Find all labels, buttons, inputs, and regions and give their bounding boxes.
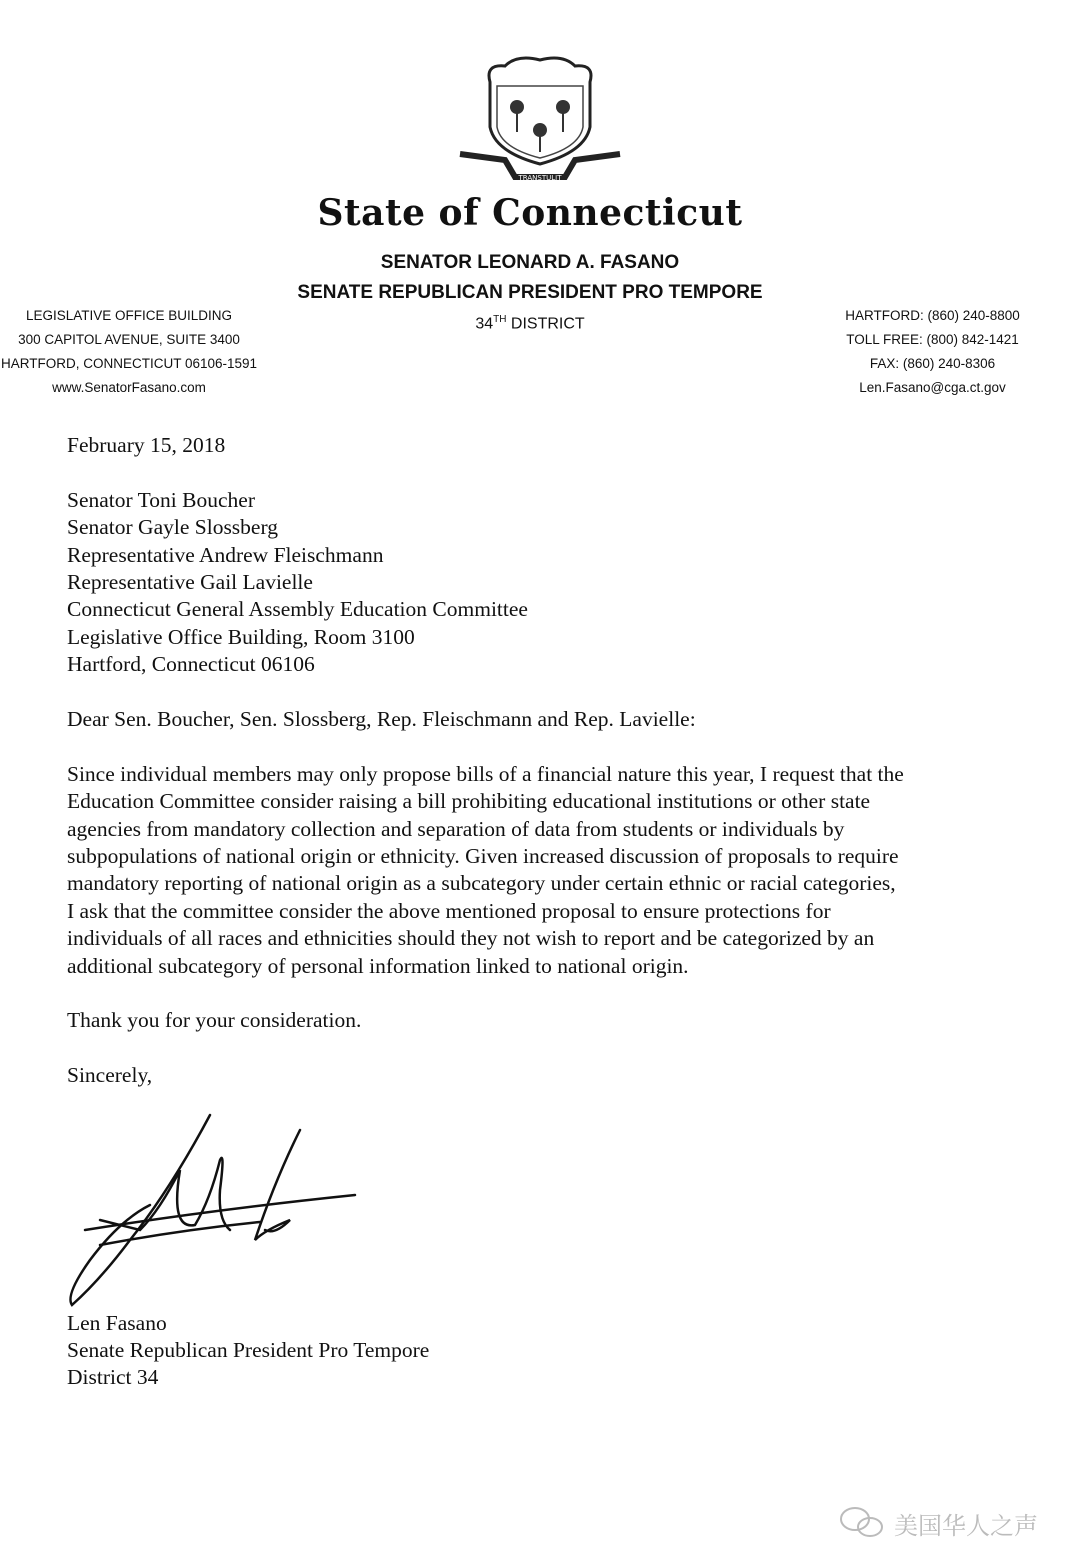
body-line: individuals of all races and ethnicities should they not wish to report and be categorized by an: [67, 926, 875, 951]
phone-toll-free: TOLL FREE: (800) 842-1421: [846, 332, 1019, 347]
district-number: 34: [475, 315, 494, 333]
recipient-line: Connecticut General Assembly Education Committee: [67, 597, 528, 622]
closing: Sincerely,: [67, 1063, 153, 1088]
handwritten-signature: [60, 1110, 370, 1315]
body-line: agencies from mandatory collection and separation of data from students or individuals by: [67, 816, 845, 841]
contact-info: [835, 304, 1030, 400]
address-line: LEGISLATIVE OFFICE BUILDING: [25, 308, 233, 323]
body-line: I ask that the committee consider the above mentioned proposal to ensure protections for: [67, 898, 831, 923]
recipient-line: Representative Gail Lavielle: [67, 570, 313, 595]
signer-title: Senate Republican President Pro Tempore: [67, 1338, 430, 1363]
website-link[interactable]: www.SenatorFasano.com: [52, 380, 206, 395]
recipient-block: [67, 487, 904, 679]
body-line: mandatory reporting of national origin as a subcategory under certain ethnic or racial categories,: [67, 871, 896, 896]
watermark-text: 美国华人之声: [894, 1511, 1038, 1540]
thanks-line: Thank you for your consideration.: [67, 1008, 362, 1033]
signer-district: District 34: [67, 1365, 159, 1390]
recipient-line: Representative Andrew Fleischmann: [67, 542, 384, 567]
wechat-icon: [838, 1505, 886, 1541]
letter-date: February 15, 2018: [67, 433, 226, 457]
body-line: Since individual members may only propose bills of a financial nature this year, I request that the: [67, 761, 904, 786]
district-word: DISTRICT: [510, 315, 585, 333]
senator-name: SENATOR LEONARD A. FASANO: [380, 252, 680, 273]
address-line: HARTFORD, CONNECTICUT 06106-1591: [0, 356, 258, 371]
recipient-line: Senator Toni Boucher: [67, 487, 255, 512]
office-address: [0, 304, 258, 400]
signer-name: Len Fasano: [67, 1310, 167, 1335]
senator-position: SENATE REPUBLICAN PRESIDENT PRO TEMPORE: [297, 282, 763, 303]
body-paragraph: [67, 761, 904, 980]
email-link[interactable]: Len.Fasano@cga.ct.gov: [859, 380, 1006, 395]
phone-hartford: HARTFORD: (860) 240-8800: [845, 308, 1020, 323]
recipient-line: Hartford, Connecticut 06106: [67, 652, 315, 677]
body-line: additional subcategory of personal information linked to national origin.: [67, 953, 689, 978]
svg-text:TRANSTULIT: TRANSTULIT: [518, 174, 562, 182]
state-title: State of Connecticut: [317, 192, 743, 234]
body-line: Education Committee consider raising a bill prohibiting educational institutions or other state: [67, 789, 871, 814]
watermark: [838, 1505, 1038, 1541]
recipient-line: Senator Gayle Slossberg: [67, 515, 278, 540]
salutation: Dear Sen. Boucher, Sen. Slossberg, Rep. Fleischmann and Rep. Lavielle:: [67, 707, 696, 732]
recipient-line: Legislative Office Building, Room 3100: [67, 624, 415, 649]
address-line: 300 CAPITOL AVENUE, SUITE 3400: [18, 332, 240, 347]
fax-number: FAX: (860) 240-8306: [869, 356, 996, 371]
body-line: subpopulations of national origin or ethnicity. Given increased discussion of proposals to require: [67, 844, 899, 869]
district-suffix: TH: [493, 314, 507, 325]
state-seal-logo: [455, 52, 625, 187]
